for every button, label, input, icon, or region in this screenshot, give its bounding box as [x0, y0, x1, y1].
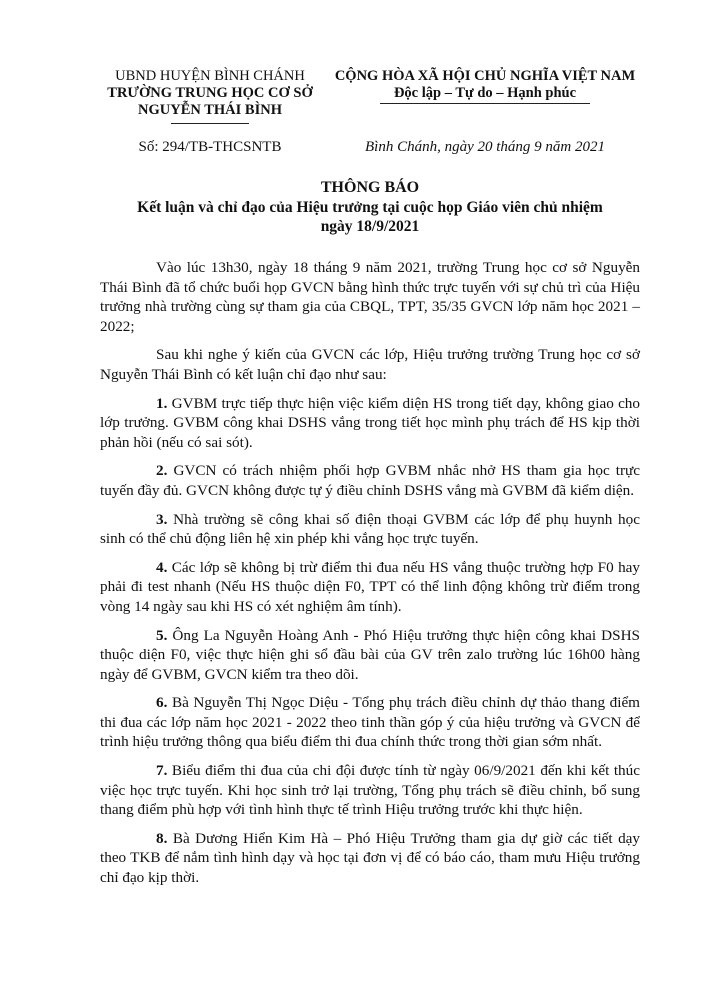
item-number: 7.	[156, 762, 168, 780]
intro-paragraph: Sau khi nghe ý kiến của GVCN các lớp, Hiệu trưởng trường Trung học cơ sở Nguyễn Thái Bình có kết luận chỉ đạo như sau:	[100, 346, 640, 383]
authority-divider	[171, 123, 249, 124]
authority-line-2: TRƯỜNG TRUNG HỌC CƠ SỞ	[107, 85, 313, 101]
item-number: 8.	[156, 829, 168, 847]
item-number: 4.	[156, 558, 168, 576]
item-text: Các lớp sẽ không bị trừ điểm thi đua nếu HS vắng thuộc trường hợp F0 hay phải đi test nhanh (Nếu HS thuộc diện F0, TPT có thể linh động không trừ điểm trong vòng 14 ngày sau khi HS có xét nghiệm âm tính).	[100, 558, 640, 615]
directive-item	[100, 626, 640, 685]
document-subtitle: Kết luận và chỉ đạo của Hiệu trưởng tại cuộc họp Giáo viên chủ nhiệm	[137, 199, 603, 216]
item-number: 1.	[156, 394, 168, 412]
directive-item	[100, 558, 640, 617]
item-text: Biểu điểm thi đua của chi đội được tính từ ngày 06/9/2021 đến khi kết thúc việc học trực tuyến. Khi học sinh trở lại trường, Tổng phụ trách sẽ điều chỉnh, bổ sung thang điểm phù hợp với tình hình thực tế trình Hiệu trưởng trước khi thực hiện.	[100, 762, 640, 819]
item-text: Bà Nguyễn Thị Ngọc Diệu - Tổng phụ trách điều chỉnh dự thảo thang điểm thi đua các lớp năm học 2021 - 2022 theo tinh thần góp ý của hiệu trưởng và GVCN để trình hiệu trưởng thông qua biểu điểm thi đua chính thức trong thời gian sớm nhất.	[100, 694, 640, 751]
place-date: Bình Chánh, ngày 20 tháng 9 năm 2021	[365, 139, 605, 155]
authority-line-3: NGUYỄN THÁI BÌNH	[138, 102, 282, 118]
directive-item	[100, 394, 640, 453]
directive-item	[100, 461, 640, 500]
item-number: 2.	[156, 462, 168, 480]
item-text: Bà Dương Hiển Kim Hà – Phó Hiệu Trưởng tham gia dự giờ các tiết dạy theo TKB để nắm tình hình dạy và học tại đơn vị để có báo cáo, tham mưu Hiệu trưởng chỉ đạo kịp thời.	[100, 829, 640, 887]
directive-item	[100, 693, 640, 752]
document-number: Số: 294/TB-THCSNTB	[138, 139, 282, 155]
title-block	[90, 178, 650, 236]
document-title: THÔNG BÁO	[320, 179, 420, 196]
country-name: CỘNG HÒA XÃ HỘI CHỦ NGHĨA VIỆT NAM	[334, 68, 636, 84]
document-body	[100, 258, 640, 897]
issuing-authority-block	[100, 68, 320, 124]
national-motto-block	[330, 68, 640, 104]
document-subtitle-date: ngày 18/9/2021	[320, 218, 420, 235]
authority-line-1: UBND HUYỆN BÌNH CHÁNH	[115, 68, 305, 84]
item-text: Ông La Nguyễn Hoàng Anh - Phó Hiệu trưởng thực hiện công khai DSHS thuộc diện F0, việc thực hiện ghi sổ đầu bài của GV trên zalo trường lúc 16h00 hàng ngày để GVBM, GVCN kiểm tra theo dõi.	[100, 626, 640, 683]
item-number: 6.	[156, 694, 168, 712]
directive-item	[100, 761, 640, 820]
motto: Độc lập – Tự do – Hạnh phúc	[380, 85, 590, 104]
directive-item	[100, 829, 640, 888]
item-text: GVBM trực tiếp thực hiện việc kiểm diện HS trong tiết dạy, không giao cho lớp trưởng. GVBM công khai DSHS vắng trong tiết học mình phụ trách để HS kịp thời phản hồi (nếu có sai sót).	[100, 394, 640, 451]
intro-paragraph: Vào lúc 13h30, ngày 18 tháng 9 năm 2021, trường Trung học cơ sở Nguyễn Thái Bình đã tổ chức buổi họp GVCN bằng hình thức trực tuyến với sự chủ trì của Hiệu trưởng nhà trường cùng sự tham gia của CBQL, TPT, 35/35 GVCN lớp năm học 2021 – 2022;	[100, 259, 640, 335]
item-text: GVCN có trách nhiệm phối hợp GVBM nhắc nhở HS tham gia học trực tuyến đầy đủ. GVCN không được tự ý điều chỉnh DSHS vắng mà GVBM đã kiểm diện.	[100, 462, 640, 499]
directive-item	[100, 510, 640, 549]
item-number: 5.	[156, 626, 168, 644]
item-number: 3.	[156, 510, 168, 528]
item-text: Nhà trường sẽ công khai số điện thoại GVBM các lớp để phụ huynh học sinh có thể chủ động liên hệ xin phép khi vắng học trực tuyến.	[100, 510, 640, 548]
